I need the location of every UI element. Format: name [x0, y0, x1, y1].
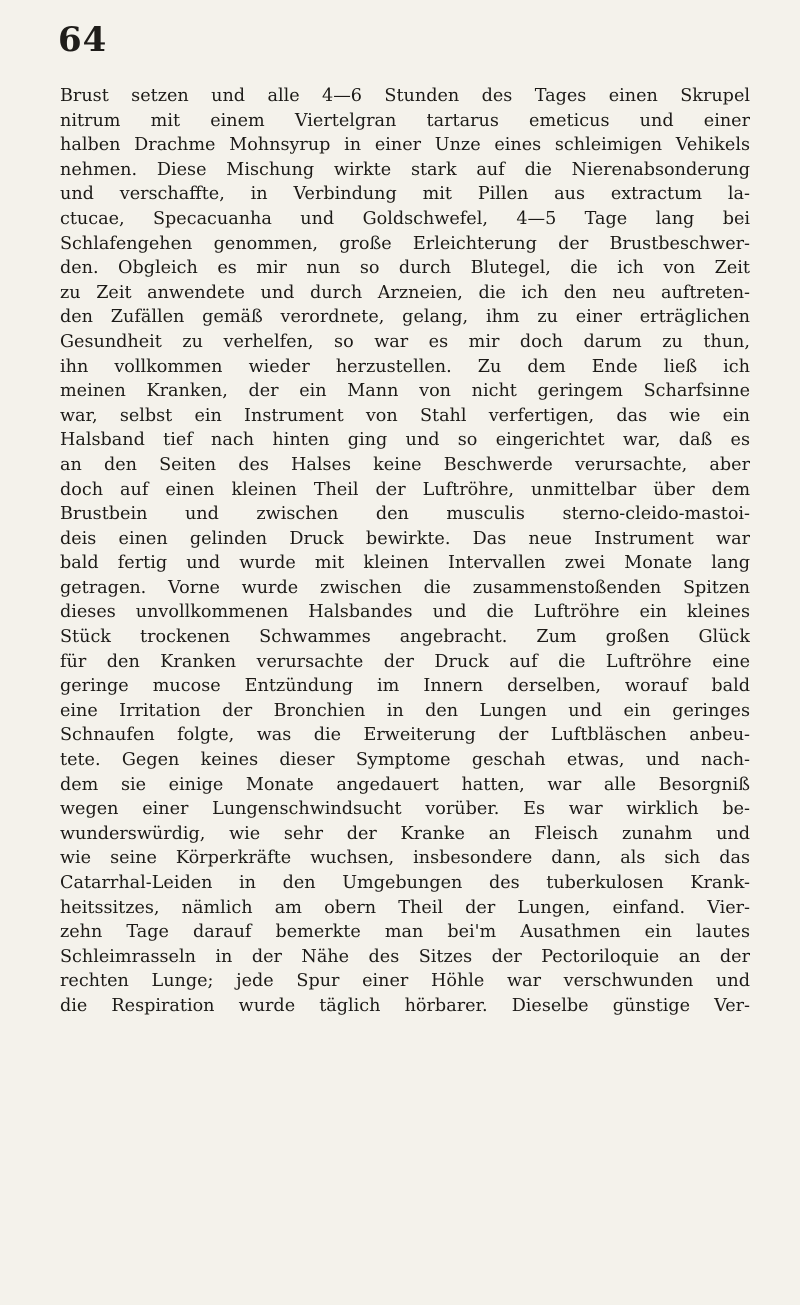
- text-line: an den Seiten des Halses keine Beschwerde verursachte, aber: [60, 454, 750, 475]
- text-line: wie seine Körperkräfte wuchsen, insbesondere dann, als sich das: [60, 848, 750, 869]
- text-line: Schleimrasseln in der Nähe des Sitzes der Pectoriloquie an der: [60, 946, 750, 967]
- text-line: nitrum mit einem Viertelgran tartarus emeticus und einer: [60, 110, 750, 131]
- text-line: Brustbein und zwischen den musculis sterno-cleido-mastoi-: [60, 504, 750, 525]
- text-line: Schlafengehen genommen, große Erleichterung der Brustbeschwer-: [60, 233, 750, 254]
- text-line: Catarrhal-Leiden in den Umgebungen des tuberkulosen Krank-: [60, 873, 750, 893]
- text-line: heitssitzes, nämlich am obern Theil der Lungen, einfand. Vier-: [60, 897, 750, 918]
- text-line: dem sie einige Monate angedauert hatten, war alle Besorgniß: [60, 774, 750, 795]
- text-line: die Respiration wurde täglich hörbarer. Dieselbe günstige Ver-: [60, 995, 750, 1016]
- page-number: 64: [58, 20, 108, 60]
- text-line: Stück trockenen Schwammes angebracht. Zum großen Glück: [60, 627, 750, 648]
- text-line: den Zufällen gemäß verordnete, gelang, ihm zu einer erträglichen: [60, 307, 750, 328]
- text-line: zu Zeit anwendete und durch Arzneien, die ich den neu auftreten-: [60, 282, 750, 303]
- text-line: Gesundheit zu verhelfen, so war es mir doch darum zu thun,: [60, 331, 750, 352]
- text-line: doch auf einen kleinen Theil der Luftröhre, unmittelbar über dem: [60, 479, 750, 500]
- text-line: dieses unvollkommenen Halsbandes und die Luftröhre ein kleines: [60, 602, 750, 623]
- text-line: für den Kranken verursachte der Druck auf die Luftröhre eine: [60, 651, 750, 672]
- text-line: getragen. Vorne wurde zwischen die zusammenstoßenden Spitzen: [60, 577, 750, 598]
- text-line: Halsband tief nach hinten ging und so eingerichtet war, daß es: [60, 430, 750, 451]
- text-line: deis einen gelinden Druck bewirkte. Das neue Instrument war: [60, 528, 750, 549]
- text-line: Brust setzen und alle 4—6 Stunden des Tages einen Skrupel: [60, 86, 750, 106]
- text-line: ihn vollkommen wieder herzustellen. Zu dem Ende ließ ich: [60, 356, 750, 377]
- text-line: tete. Gegen keines dieser Symptome geschah etwas, und nach-: [60, 750, 750, 771]
- text-line: meinen Kranken, der ein Mann von nicht geringem Scharfsinne: [60, 381, 750, 402]
- text-line: rechten Lunge; jede Spur einer Höhle war verschwunden und: [60, 971, 750, 992]
- text-line: wunderswürdig, wie sehr der Kranke an Fleisch zunahm und: [60, 823, 750, 844]
- text-line: halben Drachme Mohnsyrup in einer Unze eines schleimigen Vehikels: [60, 135, 750, 156]
- text-line: wegen einer Lungenschwindsucht vorüber. Es war wirklich be-: [60, 799, 750, 820]
- text-line: bald fertig und wurde mit kleinen Intervallen zwei Monate lang: [60, 553, 750, 574]
- text-line: ctucae, Specacuanha und Goldschwefel, 4—5 Tage lang bei: [60, 208, 750, 229]
- text-line: nehmen. Diese Mischung wirkte stark auf die Nierenabsonderung: [60, 159, 750, 180]
- text-line: geringe mucose Entzündung im Innern derselben, worauf bald: [60, 676, 750, 697]
- text-line: und verschaffte, in Verbindung mit Pillen aus extractum la-: [60, 184, 750, 205]
- text-line: zehn Tage darauf bemerkte man bei'm Ausathmen ein lautes: [60, 922, 750, 943]
- text-line: eine Irritation der Bronchien in den Lungen und ein geringes: [60, 700, 750, 721]
- text-line: den. Obgleich es mir nun so durch Blutegel, die ich von Zeit: [60, 258, 750, 279]
- text-line: war, selbst ein Instrument von Stahl verfertigen, das wie ein: [60, 405, 750, 426]
- text-line: Schnaufen folgte, was die Erweiterung der Luftbläschen anbeu-: [60, 725, 750, 746]
- body-text: [60, 84, 750, 1019]
